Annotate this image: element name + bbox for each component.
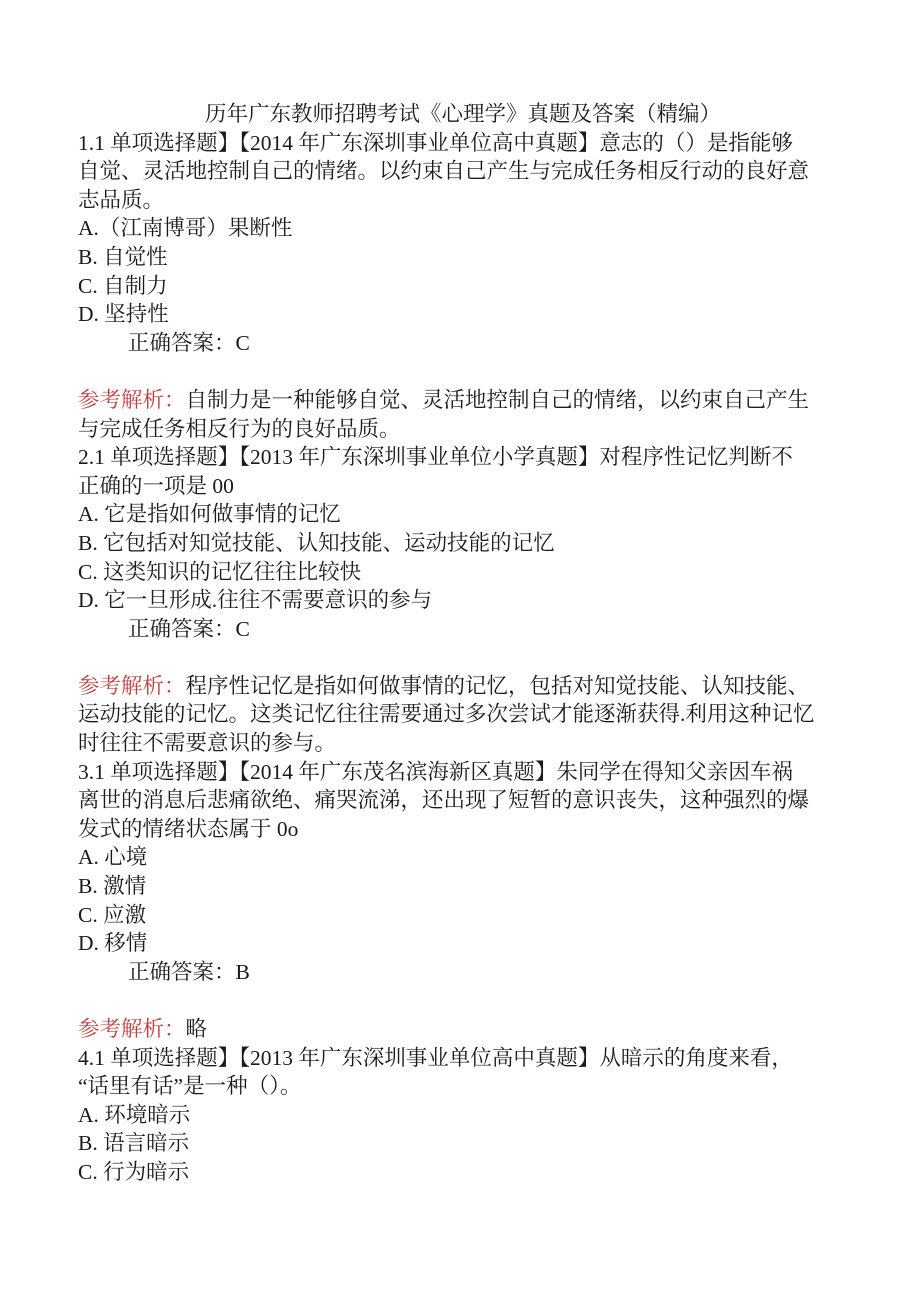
option-b: B. 它包括对知觉技能、认知技能、运动技能的记忆 (78, 530, 555, 555)
question-stem-line: 发式的情绪状态属于 0o (78, 816, 299, 841)
question-stem-line: “话里有话”是一种（）。 (78, 1074, 302, 1099)
question-stem-line: 2.1 单项选择题】【2013 年广东深圳事业单位小学真题】对程序性记忆判断不 (78, 445, 793, 470)
analysis-line (78, 386, 848, 415)
analysis-label: 参考解析： (78, 1017, 186, 1041)
option-c: C. 应激 (78, 902, 147, 927)
analysis-line: 运动技能的记忆。这类记忆往往需要通过多次尝试才能逐渐获得.利用这种记忆 (78, 702, 815, 727)
option-c: C. 自制力 (78, 273, 168, 298)
analysis-text: 自制力是一种能够自觉、灵活地控制自己的情绪，以约束自己产生 (185, 387, 810, 412)
option-b: B. 语言暗示 (78, 1131, 190, 1156)
option-d: D. 它一旦形成.往往不需要意识的参与 (78, 588, 433, 613)
analysis-line (78, 672, 848, 701)
option-a: A. 心境 (78, 845, 148, 870)
analysis-label: 参考解析： (78, 673, 186, 698)
question-stem-line: 正确的一项是 00 (78, 473, 234, 498)
spacer (78, 357, 848, 386)
question-block-4 (78, 1044, 848, 1187)
question-stem-line: 自觉、灵活地控制自己的情绪。以约束自己产生与完成任务相反行动的良好意 (78, 159, 810, 184)
option-b: B. 自觉性 (78, 244, 168, 269)
question-stem-line: 4.1 单项选择题】【2013 年广东深圳事业单位高中真题】从暗示的角度来看， (78, 1045, 793, 1070)
option-d: D. 移情 (78, 931, 148, 956)
analysis-line: 与完成任务相反行为的良好品质。 (78, 416, 401, 441)
question-stem-line: 1.1 单项选择题】【2014 年广东深圳事业单位高中真题】意志的（）是指能够 (78, 130, 793, 155)
question-block-2 (78, 443, 848, 758)
analysis-line (78, 1015, 848, 1044)
correct-answer: 正确答案：B (128, 959, 250, 984)
spacer (78, 986, 848, 1015)
option-b: B. 激情 (78, 874, 147, 899)
correct-answer: 正确答案：C (128, 330, 250, 355)
analysis-line: 时往往不需要意识的参与。 (78, 731, 337, 756)
question-stem-line: 3.1 单项选择题】【2014 年广东茂名滨海新区真题】朱同学在得知父亲因车祸 (78, 759, 793, 784)
option-a: A. 它是指如何做事情的记忆 (78, 502, 341, 527)
option-c: C. 行为暗示 (78, 1159, 190, 1184)
question-block-3 (78, 758, 848, 1044)
analysis-text: 略 (185, 1017, 208, 1041)
option-d: D. 坚持性 (78, 302, 169, 327)
question-block-1 (78, 129, 848, 444)
analysis-label: 参考解析： (78, 387, 186, 412)
document-title: 历年广东教师招聘考试《心理学》真题及答案（精编） (204, 102, 721, 126)
analysis-text: 程序性记忆是指如何做事情的记忆，包括对知觉技能、认知技能、 (185, 673, 810, 698)
option-c: C. 这类知识的记忆往往比较快 (78, 559, 362, 584)
option-a: A. 环境暗示 (78, 1102, 191, 1127)
option-a: A.（江南博哥）果断性 (78, 216, 293, 241)
question-stem-line: 离世的消息后悲痛欲绝、痛哭流涕，还出现了短暂的意识丧失，这种强烈的爆 (78, 788, 810, 813)
question-stem-line: 志品质。 (78, 187, 165, 212)
spacer (78, 643, 848, 672)
correct-answer: 正确答案：C (128, 616, 250, 641)
